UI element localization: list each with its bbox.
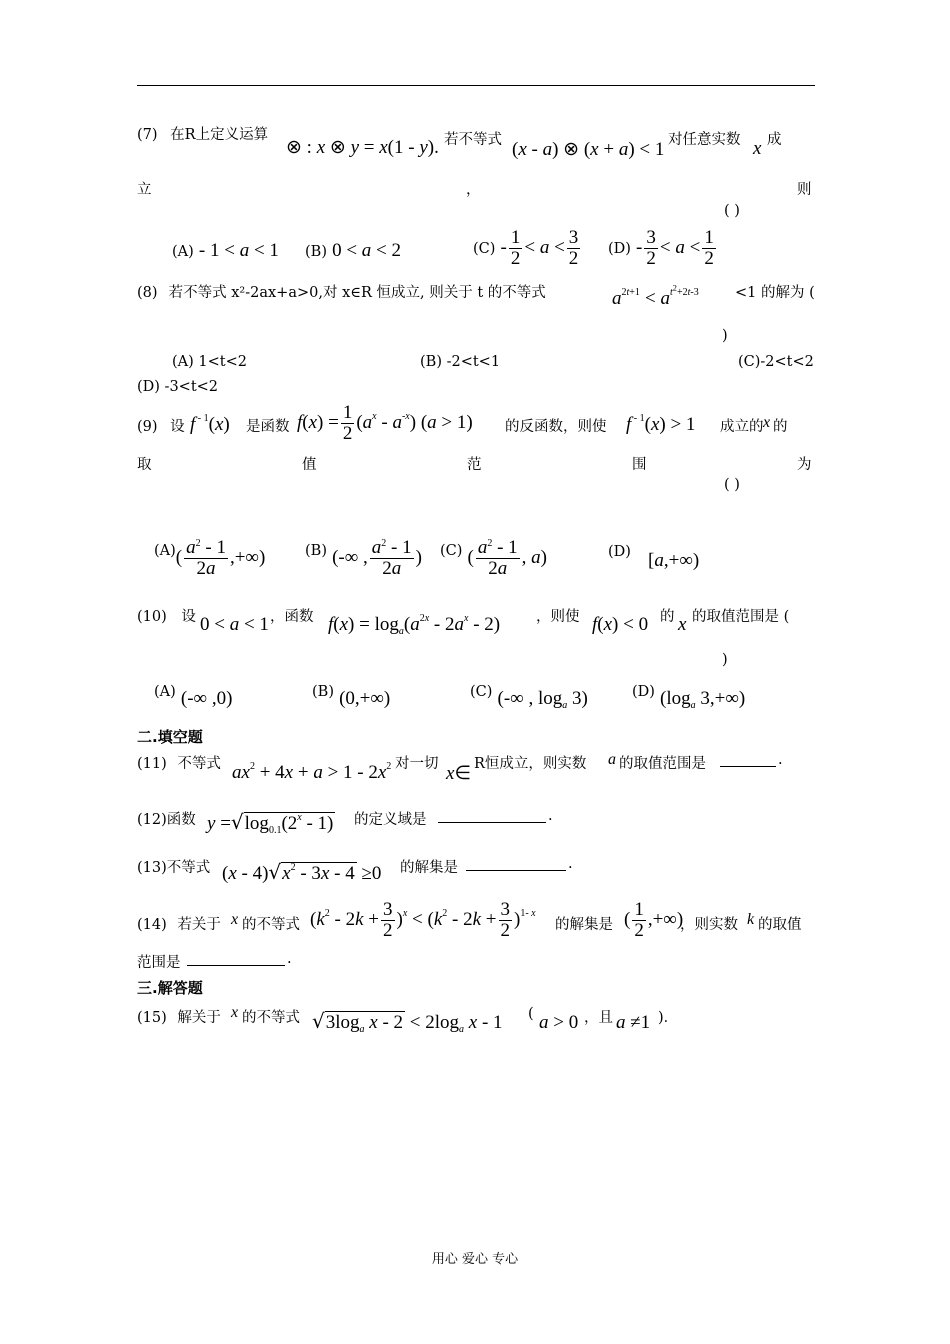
q10-text5: 的取值范围是 ( bbox=[692, 609, 790, 625]
q7-option-a: (A) - 1 < a < 1 bbox=[172, 240, 279, 261]
q15-text1: 解关于 bbox=[177, 1010, 221, 1026]
q11-answer-blank[interactable] bbox=[720, 752, 776, 767]
q10-option-a-label: (A) bbox=[154, 684, 176, 700]
q12-text1: 函数 bbox=[166, 812, 196, 828]
q9-text3: 的反函数，则使 bbox=[505, 419, 607, 435]
q11-formula: $ax^2 + 4x + a > 1 - 2x^2$ bbox=[232, 761, 392, 783]
q9-option-d-label: (D) bbox=[608, 544, 631, 560]
q8-text1: 若不等式 x²-2ax+a>0,对 x∈R 恒成立, 则关于 t 的不等式 bbox=[168, 285, 546, 301]
q7-text3: 对任意实数 bbox=[668, 132, 741, 148]
q13-end: . bbox=[568, 856, 573, 872]
q14-text6: 范围是 bbox=[137, 955, 181, 971]
q9-text1: 设 bbox=[170, 419, 185, 435]
q7-comma: ， bbox=[466, 182, 481, 198]
q14-text2: 的不等式 bbox=[242, 917, 300, 933]
q9-char-fan: 范 bbox=[467, 457, 482, 473]
q10-option-c-label: (C) bbox=[470, 684, 493, 700]
q11-text2: 对一切 bbox=[395, 756, 439, 772]
q10-option-c: (C) (-∞ , $\log_a 3$) bbox=[470, 684, 588, 711]
q12-number-wrap bbox=[137, 808, 196, 829]
q11-a: a bbox=[608, 751, 616, 768]
q7-text5: 立 bbox=[137, 182, 152, 198]
q11-end: . bbox=[778, 752, 783, 768]
q7-text4: 成 bbox=[767, 132, 782, 148]
q10-text4: 的 bbox=[660, 609, 675, 625]
q14-answer-blank[interactable] bbox=[187, 951, 285, 966]
q7-option-d: (D) - $\frac{3}{2}$ < a < $\frac{1}{2}$ bbox=[608, 227, 714, 269]
q9-text5: 的 bbox=[773, 419, 788, 435]
q7-text2: 若不等式 bbox=[444, 132, 502, 148]
q14-solution-set: ( $\frac{1}{2}$ ,+∞) bbox=[624, 899, 684, 941]
q10-function-formula: $f(x) = \log_a(a^{2x} - 2a^x - 2)$ bbox=[328, 613, 501, 637]
q15-number: (15) bbox=[137, 1010, 167, 1026]
q10-option-d: (D) ($\log_a$ 3,+∞) bbox=[632, 684, 746, 711]
q14-end: . bbox=[287, 951, 292, 967]
q8-line1 bbox=[137, 281, 546, 302]
q15-number-wrap bbox=[137, 1006, 221, 1027]
q10-number: (10) bbox=[137, 609, 167, 625]
q12-answer-blank[interactable] bbox=[438, 808, 546, 823]
q9-char-qu: 取 bbox=[137, 457, 152, 473]
q14-text4: ，则实数 bbox=[680, 917, 738, 933]
q9-option-c-label: (C) bbox=[440, 542, 463, 559]
q9-text2: 是函数 bbox=[246, 419, 290, 435]
top-rule bbox=[137, 85, 815, 86]
q9-option-c: (C) ( $\frac{a^2 - 1}{2a}$ , a) bbox=[440, 537, 547, 579]
q7-option-b-label: (B) bbox=[305, 244, 327, 260]
q13-text1: 不等式 bbox=[166, 860, 211, 876]
section-fill-in-title: 二.填空题 bbox=[137, 728, 203, 746]
q14-text3: 的解集是 bbox=[555, 917, 613, 933]
q9-char-wei: 围 bbox=[632, 457, 647, 473]
q8-option-b: (B) -2<t<1 bbox=[420, 354, 501, 370]
q15-a-neq-1: a ≠1 bbox=[616, 1012, 651, 1033]
q9-number: (9) bbox=[137, 419, 158, 435]
q15-formula: $√3\log_a$ $x - 2 < 2\log_a$ x - 1 bbox=[312, 1009, 503, 1035]
q7-option-b: (B) 0 < a < 2 bbox=[305, 240, 402, 261]
q10-condition: f(x) < 0 bbox=[592, 614, 649, 635]
q14-text1: 若关于 bbox=[177, 917, 221, 933]
q12-number: (12) bbox=[137, 812, 167, 828]
q10-number-wrap bbox=[137, 605, 196, 626]
q10-x: x bbox=[678, 614, 687, 635]
q7-ineq-formula: (x - a) ⊗ (x + a) < 1 bbox=[512, 139, 665, 160]
q9-function-formula: f(x) = $\frac{1}{2}$ $(a^x - a^{-x}) (a > 1)$ bbox=[297, 402, 473, 444]
q13-number-wrap bbox=[137, 856, 210, 877]
q7-option-d-label: (D) bbox=[608, 240, 631, 257]
q8-formula: $a^{2t+1} < a^{t^2+2t-3}$ bbox=[612, 283, 699, 309]
q13-formula: $(x - 4)√x^2 - 3x - 4 \ge 0$ bbox=[222, 860, 382, 884]
q7-text6: 则 bbox=[797, 182, 812, 198]
q7-option-c-label: (C) bbox=[473, 240, 496, 257]
q12-text2: 的定义域是 bbox=[354, 812, 427, 828]
q7-answer-paren: ( ) bbox=[724, 203, 740, 219]
q7-text1: 在R上定义运算 bbox=[170, 127, 269, 143]
q9-condition: f $^{- 1}$(x) > 1 bbox=[626, 413, 696, 435]
q10-close-paren: ) bbox=[722, 652, 728, 668]
q9-option-a-label: (A) bbox=[154, 542, 176, 559]
q9-char-zhi: 值 bbox=[302, 457, 317, 473]
q9-number-wrap bbox=[137, 415, 185, 436]
q8-option-d: (D) -3<t<2 bbox=[137, 379, 219, 395]
q13-text2: 的解集是 bbox=[400, 860, 458, 876]
section-answer-title: 三.解答题 bbox=[137, 979, 203, 997]
q15-text3: ( bbox=[528, 1006, 534, 1022]
q11-text4: 的取值范围是 bbox=[619, 756, 706, 772]
q15-x: x bbox=[231, 1004, 239, 1021]
q8-option-a: (A) 1<t<2 bbox=[172, 354, 247, 370]
q7-def-formula: ⊗ : x ⊗ y = x(1 - y). bbox=[286, 137, 439, 158]
q7-number: (7) bbox=[137, 127, 158, 143]
q13-answer-blank[interactable] bbox=[466, 856, 566, 871]
q11-text3: R恒成立，则实数 bbox=[474, 756, 587, 772]
q10-option-b: (B) (0,+∞) bbox=[312, 684, 391, 709]
q9-option-b-label: (B) bbox=[305, 542, 327, 559]
q10-option-d-label: (D) bbox=[632, 684, 655, 700]
q11-number: (11) bbox=[137, 756, 167, 772]
q10-option-a: (A) (-∞ ,0) bbox=[154, 684, 233, 709]
q8-number: (8) bbox=[137, 285, 158, 301]
q7-option-c: (C) - $\frac{1}{2}$ < a < $\frac{3}{2}$ bbox=[473, 227, 579, 269]
q15-text5: )． bbox=[658, 1010, 679, 1026]
q11-text1: 不等式 bbox=[177, 756, 221, 772]
page-footer: 用心 爱心 专心 bbox=[431, 1252, 519, 1267]
q10-text3: ，则使 bbox=[536, 609, 580, 625]
q9-option-d: (D) [a,+∞) bbox=[608, 544, 700, 571]
q14-k: k bbox=[747, 911, 755, 928]
q7-option-a-label: (A) bbox=[172, 244, 194, 260]
q8-option-c: (C)-2<t<2 bbox=[738, 354, 814, 370]
q11-number-wrap bbox=[137, 752, 221, 773]
q9-option-b: (B) (-∞ , $\frac{a^2 - 1}{2a}$ ) bbox=[305, 537, 422, 579]
q7-x: x bbox=[753, 138, 762, 159]
q9-char-wei2: 为 bbox=[797, 457, 812, 473]
q8-close-paren: ) bbox=[722, 328, 728, 344]
q15-text2: 的不等式 bbox=[242, 1010, 300, 1026]
q14-x: x bbox=[231, 911, 239, 928]
q10-option-b-label: (B) bbox=[312, 684, 334, 700]
q9-finv: f $^{- 1}$(x) bbox=[190, 413, 230, 435]
q10-text2: ，函数 bbox=[270, 609, 314, 625]
q12-formula: $y =√\log_{0.1}(2^x - 1)$ bbox=[207, 810, 334, 836]
q14-number-wrap bbox=[137, 913, 221, 934]
q15-text4: ，且 bbox=[584, 1010, 613, 1026]
q15-a-positive: a > 0 bbox=[539, 1012, 579, 1033]
q9-x: x bbox=[763, 414, 771, 431]
q13-number: (13) bbox=[137, 860, 167, 876]
q14-text5: 的取值 bbox=[758, 917, 802, 933]
q14-formula: ($k^2 - 2k$ + $\frac{3}{2}$ )$^x < (k^2 - 2k$ + $\frac{3}{2}$ )$^{1- x}$ bbox=[310, 899, 536, 941]
q10-text1: 设 bbox=[181, 609, 196, 625]
q12-end: . bbox=[548, 808, 553, 824]
q9-text4: 成立的 bbox=[720, 419, 764, 435]
q8-text2: <1 的解为 ( bbox=[735, 285, 815, 301]
q9-answer-paren: ( ) bbox=[724, 477, 740, 493]
q11-x-in: x∈ bbox=[446, 763, 471, 784]
q7-line1 bbox=[137, 128, 268, 143]
q9-option-a: (A)( $\frac{a^2 - 1}{2a}$ ,+∞) bbox=[154, 537, 266, 579]
q10-a-range: 0 < a < 1 bbox=[200, 614, 269, 635]
q14-number: (14) bbox=[137, 917, 167, 933]
